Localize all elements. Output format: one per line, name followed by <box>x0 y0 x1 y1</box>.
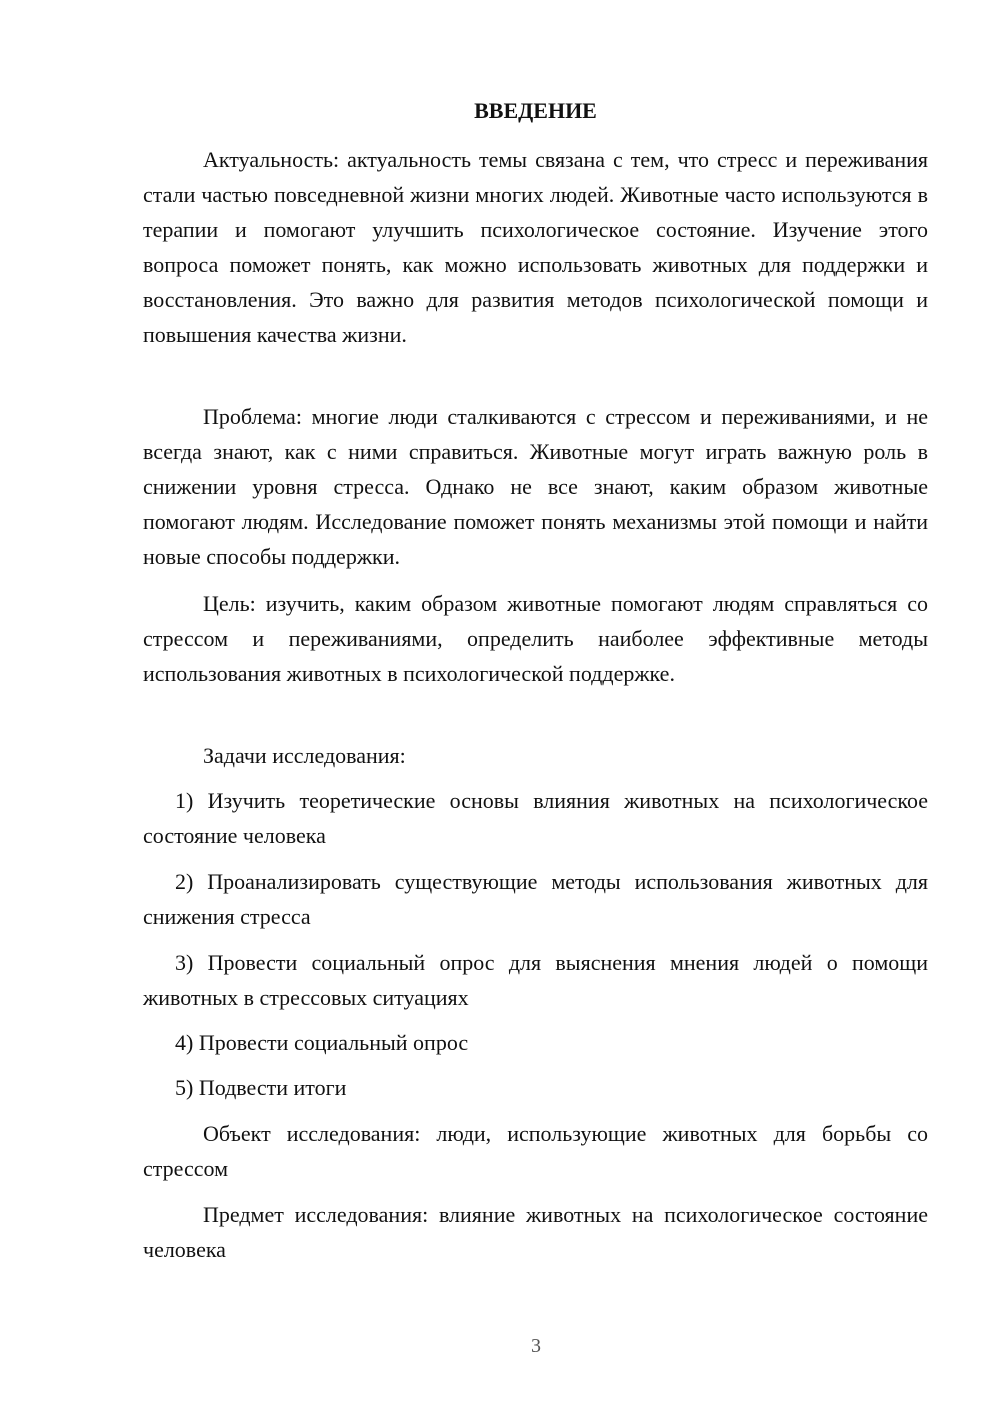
object-paragraph: Объект исследования: люди, использующие животных для борьбы со стрессом <box>143 1121 928 1181</box>
page-number: 3 <box>531 1335 541 1357</box>
tasks-heading: Задачи исследования: <box>203 743 406 768</box>
task-item: 2) Проанализировать существующие методы использования животных для снижения стресса <box>143 869 928 929</box>
relevance-paragraph: Актуальность: актуальность темы связана с тем, что стресс и переживания стали частью повседневной жизни многих людей. Животные часто используются в терапии и помогают улучшить психологическое состояние. Изучение этого вопроса поможет понять, как можно использовать животных для поддержки и восстановления. Это важно для развития методов психологической помощи и повышения качества жизни. <box>143 147 928 347</box>
problem-paragraph: Проблема: многие люди сталкиваются с стрессом и переживаниями, и не всегда знают, как с ними справиться. Животные могут играть важную роль в снижении уровня стресса. Однако не все знают, каким образом животные помогают людям. Исследование поможет понять механизмы этой помощи и найти новые способы поддержки. <box>143 404 928 569</box>
page-title: ВВЕДЕНИЕ <box>474 98 597 123</box>
goal-paragraph: Цель: изучить, каким образом животные помогают людям справляться со стрессом и переживаниями, определить наиболее эффективные методы использования животных в психологической поддержке. <box>143 591 928 686</box>
task-item: 5) Подвести итоги <box>175 1075 347 1100</box>
subject-paragraph: Предмет исследования: влияние животных на психологическое состояние человека <box>143 1202 928 1262</box>
task-item: 1) Изучить теоретические основы влияния животных на психологическое состояние человека <box>143 788 928 848</box>
task-item: 3) Провести социальный опрос для выяснения мнения людей о помощи животных в стрессовых ситуациях <box>143 950 928 1010</box>
task-item: 4) Провести социальный опрос <box>175 1030 469 1055</box>
